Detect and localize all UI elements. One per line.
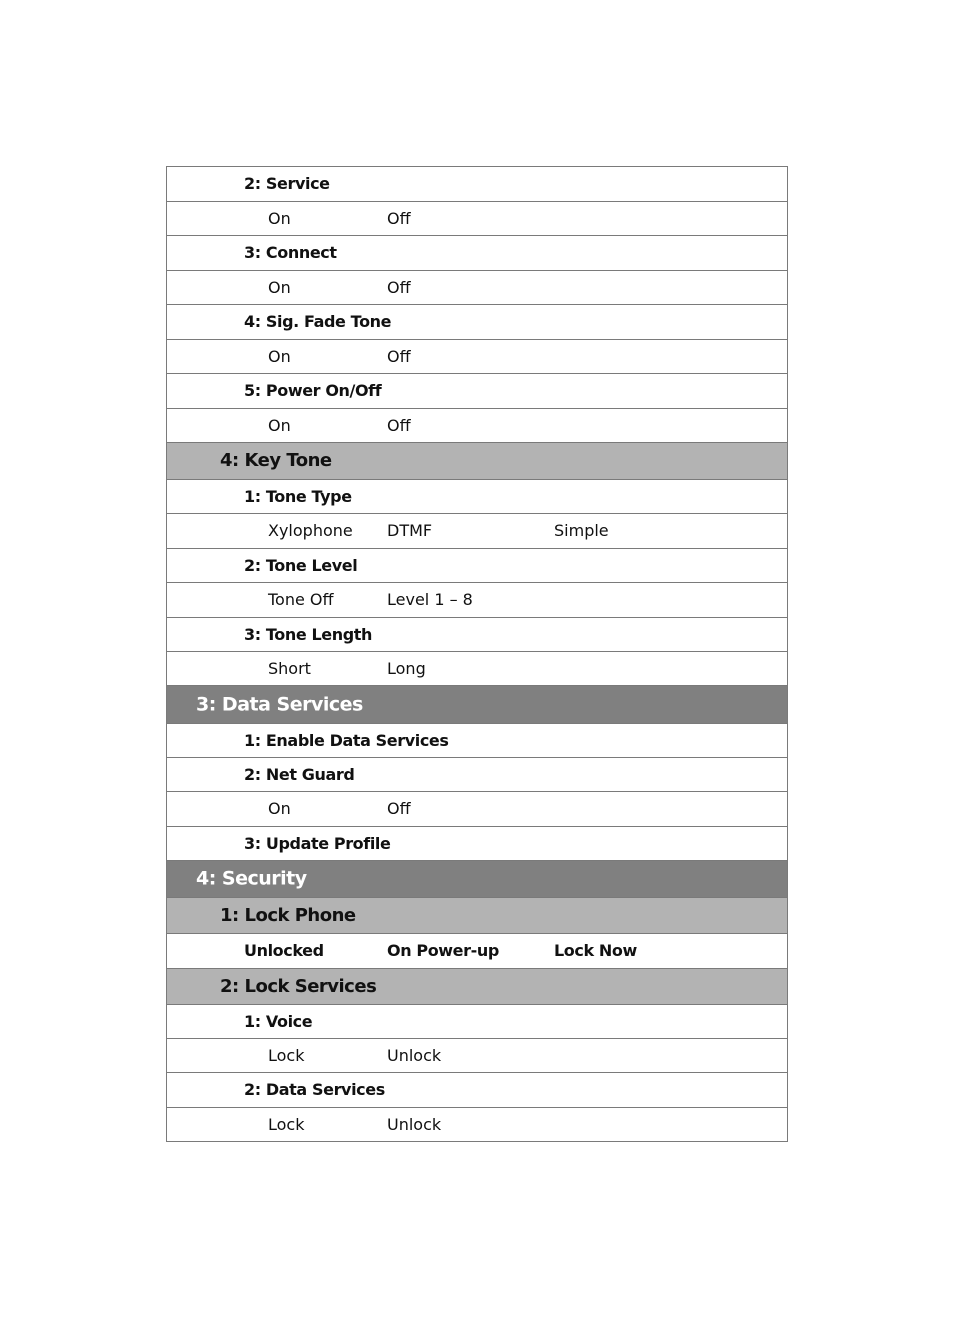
option-row bbox=[167, 582, 787, 617]
submenu-header-row bbox=[167, 897, 787, 933]
menu-item-row bbox=[167, 826, 787, 860]
section-header-row bbox=[167, 860, 787, 897]
option-label: Off bbox=[387, 208, 411, 228]
menu-item-label: 2: Tone Level bbox=[244, 555, 358, 575]
menu-item-label: 2: Service bbox=[244, 174, 330, 193]
option-label: Level 1 – 8 bbox=[387, 590, 473, 609]
menu-item-label: 3: Tone Length bbox=[244, 624, 373, 644]
option-label: Lock bbox=[268, 1114, 305, 1134]
menu-settings-table bbox=[166, 166, 788, 1142]
submenu-header-row bbox=[167, 442, 787, 479]
option-label: On bbox=[268, 346, 291, 366]
option-label: Off bbox=[387, 346, 411, 366]
option-label: Tone Off bbox=[268, 590, 334, 609]
menu-item-label: 5: Power On/Off bbox=[244, 381, 382, 400]
submenu-header-row bbox=[167, 968, 787, 1004]
option-row bbox=[167, 933, 787, 968]
option-label: Long bbox=[387, 658, 426, 678]
menu-item-label: 1: Voice bbox=[244, 1011, 313, 1031]
menu-item-row bbox=[167, 757, 787, 791]
menu-item-row bbox=[167, 1072, 787, 1107]
option-row bbox=[167, 270, 787, 304]
menu-item-label: 3: Update Profile bbox=[244, 833, 391, 853]
menu-item-label: 2: Net Guard bbox=[244, 764, 355, 784]
menu-item-label: 1: Tone Type bbox=[244, 486, 352, 506]
option-label: On bbox=[268, 415, 291, 435]
menu-item-row bbox=[167, 235, 787, 270]
submenu-title: 2: Lock Services bbox=[220, 975, 377, 997]
option-row bbox=[167, 339, 787, 373]
menu-item-row bbox=[167, 479, 787, 513]
section-header-row bbox=[167, 685, 787, 723]
option-label: Lock Now bbox=[554, 941, 637, 960]
menu-item-label: 1: Enable Data Services bbox=[244, 730, 449, 750]
section-title: 4: Security bbox=[196, 867, 307, 890]
option-row bbox=[167, 791, 787, 826]
option-label: Lock bbox=[268, 1045, 305, 1065]
option-label: Simple bbox=[554, 521, 609, 540]
option-label: Off bbox=[387, 415, 411, 435]
option-label: Unlocked bbox=[244, 941, 324, 960]
option-row bbox=[167, 201, 787, 235]
option-label: Xylophone bbox=[268, 521, 353, 540]
option-row bbox=[167, 1107, 787, 1141]
menu-item-label: 4: Sig. Fade Tone bbox=[244, 312, 392, 331]
submenu-title: 1: Lock Phone bbox=[220, 904, 356, 926]
menu-item-label: 3: Connect bbox=[244, 243, 337, 262]
option-row bbox=[167, 651, 787, 685]
option-label: On bbox=[268, 208, 291, 228]
menu-item-row bbox=[167, 617, 787, 651]
option-label: DTMF bbox=[387, 521, 433, 540]
option-label: Unlock bbox=[387, 1045, 442, 1065]
menu-item-row bbox=[167, 548, 787, 582]
option-label: On Power-up bbox=[387, 941, 499, 960]
option-label: Unlock bbox=[387, 1114, 442, 1134]
option-label: On bbox=[268, 277, 291, 297]
menu-item-row bbox=[167, 167, 787, 201]
menu-item-row bbox=[167, 373, 787, 408]
option-row bbox=[167, 408, 787, 442]
option-row bbox=[167, 1038, 787, 1072]
section-title: 3: Data Services bbox=[196, 693, 363, 715]
menu-item-row bbox=[167, 304, 787, 339]
option-label: On bbox=[268, 799, 291, 818]
option-label: Short bbox=[268, 658, 311, 678]
option-row bbox=[167, 513, 787, 548]
menu-item-row bbox=[167, 723, 787, 757]
option-label: Off bbox=[387, 799, 411, 818]
menu-item-row bbox=[167, 1004, 787, 1038]
option-label: Off bbox=[387, 277, 411, 297]
menu-item-label: 2: Data Services bbox=[244, 1080, 385, 1099]
submenu-title: 4: Key Tone bbox=[220, 450, 332, 471]
